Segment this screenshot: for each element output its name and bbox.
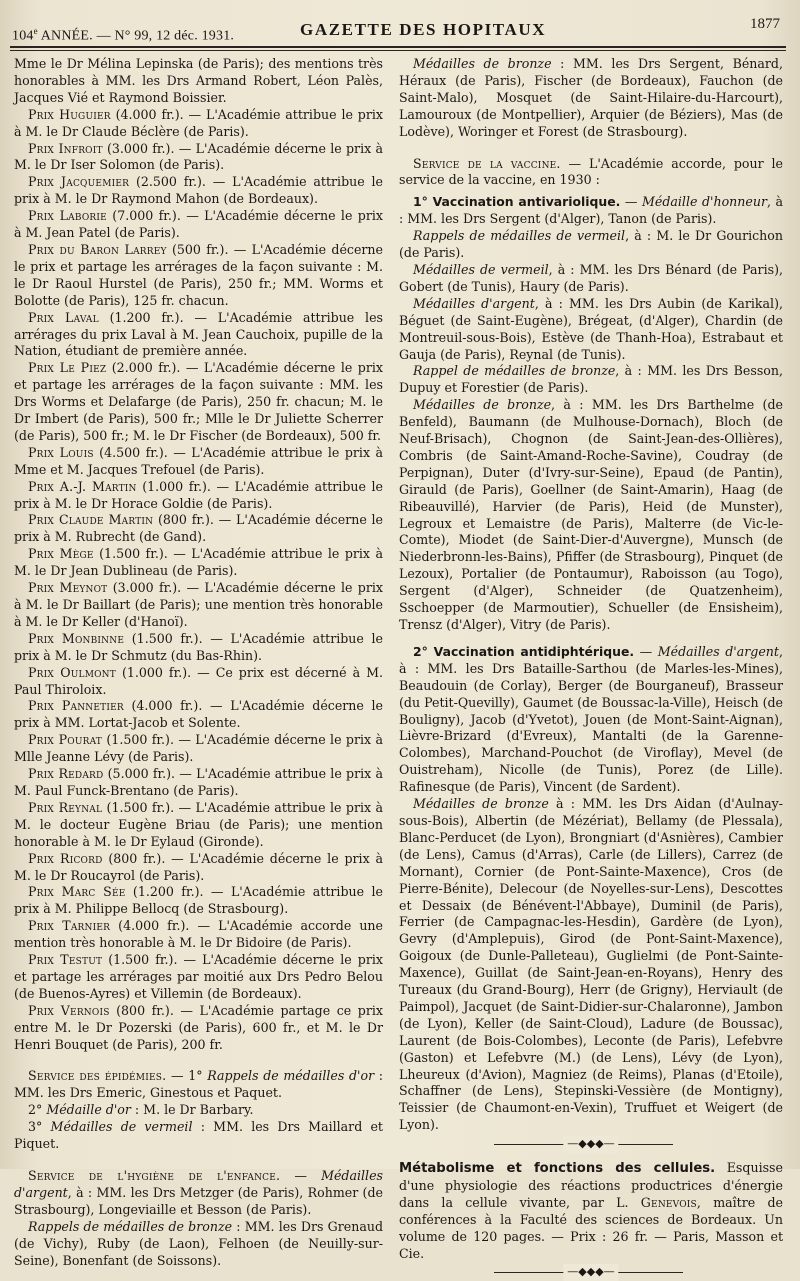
service-paragraph	[14, 1102, 383, 1119]
service-paragraph	[14, 1119, 383, 1153]
prize-paragraph	[14, 546, 383, 580]
divider-ornament: —◆◆◆—	[563, 1136, 618, 1153]
prize-text: (800 fr.). — L'Académie partage ce prix entre M. le Dr Pozerski (de Paris), 600 fr., et M. le Dr Henri Bouquet (de Paris), 200 fr.	[14, 1002, 383, 1052]
prize-text: (1.500 fr.). — L'Académie décerne le prix à Mlle Jeanne Lévy (de Paris).	[14, 732, 384, 765]
award-category: Médailles de bronze	[413, 397, 552, 413]
prize-paragraph	[14, 445, 383, 479]
prize-text: (800 fr.). — L'Académie décerne le prix à M. Rubrecht (de Gand).	[14, 512, 383, 545]
award-category: Rappels de médailles d'or	[207, 1068, 375, 1084]
prize-paragraph	[14, 952, 383, 1003]
volume-number: 104	[12, 28, 34, 44]
award-category: Médailles de vermeil	[50, 1119, 193, 1135]
award-category: Rappels de médailles de vermeil	[413, 228, 626, 244]
prize-text: (1.200 fr.). — L'Académie attribue le prix à M. Philippe Bellocq (de Strasbourg).	[14, 884, 383, 917]
prize-text: (2.500 fr.). — L'Académie attribue le prix à M. le Dr Raymond Mahon (de Bordeaux).	[14, 174, 383, 207]
prize-paragraph	[14, 918, 383, 952]
award-category: Médaille d'or	[46, 1102, 131, 1118]
prize-text: (1.500 fr.). — L'Académie attribue le prix à M. le Dr Schmutz (du Bas-Rhin).	[14, 630, 384, 663]
prize-paragraph	[14, 631, 383, 665]
list-marker: 2°	[28, 1102, 47, 1118]
service-paragraph	[14, 1068, 383, 1102]
award-recipients: : MM. les Drs Sergent, Bénard, Héraux (de Paris), Fischer (de Bordeaux), Fauchon (de Saint-Malo), Mosquet (de Saint-Hilaire-du-Harcourt), Lamouroux (de Montpellier), Arquier (de Béziers), Mas (de Lodève), Woringer et Forest (de Strasbourg).	[399, 56, 783, 139]
service-name: Service de l'hygiène de l'enfance.	[28, 1168, 281, 1183]
prize-text: (1.500 fr.). — L'Académie décerne le prix et partage les arrérages par moitié aux Drs Pedro Belou (de Buenos-Ayres) et Villemin (de Bordeaux).	[14, 952, 383, 1001]
prize-paragraph	[14, 665, 383, 699]
left-column	[14, 56, 383, 1269]
prize-name: Prix Laborie	[28, 208, 107, 224]
book-description: Esquisse d'une physiologie des réactions productrices d'énergie dans la cellule vivante, par L.	[399, 1160, 783, 1210]
award-category: Rappels de médailles de bronze	[28, 1218, 233, 1234]
prize-text: (4.000 fr.). — L'Académie attribue le prix à M. le Dr Claude Béclère (de Paris).	[14, 106, 384, 139]
prize-paragraph	[14, 360, 383, 445]
prize-text: (4.500 fr.). — L'Académie attribue le prix à Mme et M. Jacques Trefouel (de Paris).	[14, 444, 384, 477]
issue-line	[12, 26, 234, 45]
award-recipients: , à : MM. les Drs Aubin (de Karikal), Béguet (de Saint-Eugène), Brégeat, (d'Alger), Chardin (de Montreuil-sous-Bois), Estève (de Thanh-Hoa), Estrabaut et Gauja (de Paris), Reynal (de Tunis).	[399, 295, 783, 362]
prize-paragraph	[14, 800, 383, 851]
prize-paragraph	[14, 174, 383, 208]
award-category: Médailles de bronze	[413, 796, 549, 812]
prize-name: Prix Laval	[28, 309, 99, 325]
prize-text: (3.000 fr.). — L'Académie décerne le prix à M. le Dr Baillart (de Paris); une mention très honorable à M. le Dr Keller (d'Hanoï).	[14, 580, 383, 629]
award-paragraph	[399, 56, 783, 141]
prize-name: Prix Redard	[28, 766, 104, 782]
prize-name: Prix du Baron Larrey	[28, 241, 167, 257]
dash: —	[280, 1168, 322, 1183]
award-paragraph	[399, 228, 783, 262]
prize-name: Prix Vernois	[28, 1002, 110, 1018]
divider-ornament: —◆◆◆—	[563, 1264, 618, 1281]
award-category: Médailles de vermeil	[413, 261, 549, 277]
prize-name: Prix Marc Sée	[28, 884, 126, 900]
prize-text: (1.500 fr.). — L'Académie attribue le prix à M. le docteur Eugène Briau (de Paris); une mention honorable à M. le Dr Eylaud (Gironde).	[14, 799, 383, 849]
award-recipients: , à : MM. les Drs Besson, Dupuy et Forestier (de Paris).	[399, 363, 783, 396]
prize-paragraph	[14, 512, 383, 546]
award-recipients: , à : M. le Dr Gourichon (de Paris).	[399, 228, 783, 261]
award-category: Médailles d'argent	[14, 1168, 383, 1200]
award-recipients: , à : MM. les Drs Sergent (d'Alger), Tanon (de Paris).	[399, 194, 783, 227]
list-marker: — 1°	[166, 1068, 208, 1084]
prize-name: Prix Claude Martin	[28, 512, 154, 528]
service-text: — L'Académie accorde, pour le service de la vaccine, en 1930 :	[399, 155, 783, 188]
prize-text: (7.000 fr.). — L'Académie décerne le prix à M. Jean Patel (de Paris).	[14, 208, 383, 241]
prize-name: Prix Oulmont	[28, 664, 116, 680]
award-recipients: : MM. les Drs Maillard et Piquet.	[14, 1119, 383, 1152]
prize-name: Prix Jacquemier	[28, 174, 130, 190]
award-recipients: : MM. les Drs Grenaud (de Vichy), Ruby (de Laon), Felhoen (de Neuilly-sur-Seine), Bonenfant (de Soissons).	[14, 1218, 384, 1268]
prize-paragraph	[14, 208, 383, 242]
service-paragraph	[14, 1168, 383, 1219]
prize-name: Prix Pourat	[28, 732, 103, 748]
award-recipients: : MM. les Drs Emeric, Ginestous et Paquet.	[14, 1068, 384, 1101]
prize-paragraph	[14, 141, 383, 175]
prize-name: Prix Infroit	[28, 140, 103, 156]
prize-paragraph	[14, 479, 383, 513]
prize-name: Prix A.-J. Martin	[28, 478, 137, 494]
prize-name: Prix Tarnier	[28, 918, 111, 934]
award-paragraph	[399, 262, 783, 296]
award-category: Médailles de bronze	[413, 56, 552, 71]
running-header	[12, 14, 784, 46]
award-category: Médailles d'argent	[413, 295, 535, 311]
page-number: 1877	[750, 16, 780, 32]
section-heading: 1° Vaccination antivariolique.	[413, 194, 621, 210]
award-category: Médaille d'honneur	[641, 194, 767, 210]
prize-paragraph	[14, 698, 383, 732]
service-name: Service des épidémies.	[28, 1068, 167, 1084]
prize-paragraph	[14, 242, 383, 310]
prize-paragraph	[14, 580, 383, 631]
prize-name: Prix Ricord	[28, 850, 103, 866]
prize-paragraph	[14, 766, 383, 800]
prize-name: Prix Monbinne	[28, 630, 125, 646]
prize-text: (1.200 fr.). — L'Académie attribue les arrérages du prix Laval à M. Jean Cauchoix, pupille de la Nation, étudiant de première année.	[14, 309, 384, 359]
prize-paragraph	[14, 884, 383, 918]
prize-text: (2.000 fr.). — L'Académie décerne le prix et partage les arrérages de la façon suivante : MM. les Drs Worms et Delafarge (de Paris), 250 fr. chacun; M. le Dr Imbert (de Paris), 500 fr.; Mlle le Dr Juliette Scherrer (de Paris), 500 fr.; M. le Dr Fischer (de Bordeaux), 500 fr.	[14, 360, 383, 443]
list-marker: 3°	[28, 1119, 51, 1135]
book-publisher: , maître de conférences à la Faculté des sciences de Bordeaux. Un volume de 120 pages. — Prix : 26 fr. — Paris, Masson et Cie.	[399, 1195, 783, 1261]
paragraph: Mme le Dr Mélina Lepinska (de Paris); des mentions très honorables à MM. les Drs Armand Robert, Léon Palès, Jacques Vié et Raymond Boissier.	[14, 56, 383, 105]
prize-text: (1.000 fr.). — Ce prix est décerné à M. Paul Thiroloix.	[14, 664, 383, 697]
award-recipients: , à : MM. les Drs Metzger (de Paris), Rohmer (de Strasbourg), Longeviaille et Besson (de Paris).	[14, 1184, 383, 1217]
book-title: Métabolisme et fonctions des cellules.	[399, 1161, 716, 1177]
award-recipients: : M. le Dr Barbary.	[130, 1102, 254, 1118]
prize-text: (3.000 fr.). — L'Académie décerne le prix à M. le Dr Iser Solomon (de Paris).	[14, 140, 383, 173]
award-category: Médailles d'argent	[657, 643, 779, 659]
award-category: Rappel de médailles de bronze	[413, 363, 616, 379]
prize-name: Prix Testut	[28, 952, 103, 968]
header-rule-thick	[10, 46, 786, 48]
journal-title: GAZETTE DES HOPITAUX	[300, 20, 547, 39]
prize-text: (500 fr.). — L'Académie décerne le prix et partage les arrérages de la façon suivante : M. le Dr Raoul Hurstel (de Paris), 250 fr.; MM. Worms et Bolotte (de Paris), 125 fr. chacun.	[14, 241, 383, 308]
end-divider	[399, 1263, 783, 1281]
award-paragraph	[399, 796, 783, 1134]
section-paragraph	[399, 644, 783, 796]
prize-paragraph	[14, 107, 383, 141]
prize-name: Prix Reynal	[28, 799, 103, 815]
prize-name: Prix Le Piez	[28, 360, 107, 376]
book-notice	[399, 1160, 783, 1262]
service-name: Service de la vaccine.	[413, 155, 561, 171]
prize-name: Prix Louis	[28, 444, 94, 460]
service-paragraph	[14, 1219, 383, 1270]
prize-paragraph	[14, 1003, 383, 1054]
prize-text: (1.500 fr.). — L'Académie attribue le prix à M. le Dr Jean Dublineau (de Paris).	[14, 546, 383, 579]
award-paragraph	[399, 296, 783, 364]
award-recipients: , à : MM. les Drs Barthelme (de Benfeld), Baumann (de Mulhouse-Dornach), Bloch (de Neuf-Brisach), Chognon (de Saint-Jean-des-Ollières), Combris (de Saint-Amand-Roche-Savine), Coudray (de Perpignan), Duter (d'Ivry-sur-Seine), Epaud (de Pantin), Girauld (de Paris), Goellner (de Saint-Amarin), Haag (de Ribeauvillé), Harvier (de Paris), Heid (de Munster), Legroux et Lemaistre (de Paris), Malterre (de Vic-le-Comte), Miodet (de Saint-Dier-d'Auvergne), Munsch (de Niederbronn-les-Bains), Pfiffer (de Strasbourg), Pinquet (de Lezoux), Portalier (de Pontaumur), Raboisson (au Togo), Sergent (d'Alger), Schneider (de Quatzenheim), Sschoepper (de Marmoutier), Schueller (de Ensisheim), Trensz (d'Alger), Vitry (de Paris).	[399, 397, 783, 632]
prize-name: Prix Mège	[28, 546, 94, 562]
header-rule-thin	[10, 50, 786, 51]
prize-text: (800 fr.). — L'Académie décerne le prix à M. le Dr Roucayrol (de Paris).	[14, 850, 384, 883]
issue-date: ANNÉE. — N° 99, 12 déc. 1931.	[37, 28, 235, 44]
prize-name: Prix Meynot	[28, 580, 108, 596]
prize-paragraph	[14, 310, 383, 361]
volume-suffix: e	[33, 26, 38, 36]
prize-name: Prix Huguier	[28, 106, 111, 122]
section-divider	[399, 1134, 783, 1156]
prize-text: (5.000 fr.). — L'Académie attribue le prix à M. Paul Funck-Brentano (de Paris).	[14, 766, 383, 798]
award-paragraph	[399, 363, 783, 397]
award-paragraph	[399, 397, 783, 634]
section-paragraph	[399, 194, 783, 228]
award-recipients: , à : MM. les Drs Bénard (de Paris), Gobert (de Tunis), Haury (de Paris).	[399, 261, 783, 294]
right-column	[399, 56, 783, 1281]
prize-paragraph	[14, 732, 383, 766]
award-recipients: , à : MM. les Drs Bataille-Sarthou (de Marles-les-Mines), Beaudouin (de Corlay), Berger (de Bourganeuf), Brasseur (du Petit-Quevilly), Gaumet (de Boussac-la-Ville), Heisch (de Bouligny), Jacob (d'Yvetot), Jouen (de Mont-Saint-Aignan), Lièvre-Brizard (d'Evreux), Mantalti (de la Garenne-Colombes), Marchand-Pouchot (de Viroflay), Mevel (de Ouistreham), Nicolle (de Tunis), Porez (de Lille). Rafinesque (de Paris), Vincent (de Sardent).	[399, 643, 783, 795]
prize-text: (4.000 fr.). — L'Académie décerne le prix à MM. Lortat-Jacob et Solente.	[14, 698, 383, 731]
award-recipients: à : MM. les Drs Aidan (d'Aulnay-sous-Bois), Albertin (de Mézériat), Bellamy (de Plessala), Blanc-Perducet (de Lyon), Brongniart (d'Asnières), Cambier (de Lens), Camus (d'Arras), Carle (de Lillers), Carrez (de Mornant), Cornier (de Pont-Sainte-Maxence), Cros (de Pierre-Bénite), Delecour (de Noyelles-sur-Lens), Descottes et Dessaix (de Bénévent-l'Abbaye), Duminil (de Paris), Ferrier (de Campagnac-les-Hesdin), Gardère (de Lyon), Gevry (d'Amplepuis), Girod (de Pont-Saint-Maxence), Goigoux (de Dunle-Palleteau), Guglielmi (de Pont-Sainte-Maxence), Guillat (de Saint-Jean-en-Royans), Henry des Tureaux (du Grand-Bourg), Herr (de Grigny), Herviault (de Paimpol), Jacquet (de Saint-Didier-sur-Chalaronne), Jambon (de Lyon), Keller (de Saint-Cloud), Ladure (de Boussac), Laurent (de Bois-Colombes), Leconte (de Paris), Lefebvre (Gaston) et Lefebvre (M.) (de Lens), Lévy (de Lyon), Lheureux (d'Avion), Magniez (de Reims), Planas (d'Etoile), Schaffner (de Lens), Stepinski-Vessière (de Montigny), Teissier (de Chaumont-en-Vexin), Truffuet et Weigert (de Lyon).	[399, 796, 783, 1133]
dash: —	[620, 194, 642, 210]
prize-text: (4.000 fr.). — L'Académie accorde une mention très honorable à M. le Dr Bidoire (de Paris).	[14, 918, 384, 951]
section-heading: 2° Vaccination antidiphtérique.	[413, 643, 635, 659]
service-paragraph	[399, 156, 783, 190]
book-author: Genevois	[640, 1195, 697, 1210]
prize-text: (1.000 fr.). — L'Académie attribue le prix à M. le Dr Horace Goldie (de Paris).	[14, 478, 383, 511]
prize-name: Prix Pannetier	[28, 698, 124, 714]
dash: —	[634, 643, 658, 659]
prize-paragraph	[14, 851, 383, 885]
